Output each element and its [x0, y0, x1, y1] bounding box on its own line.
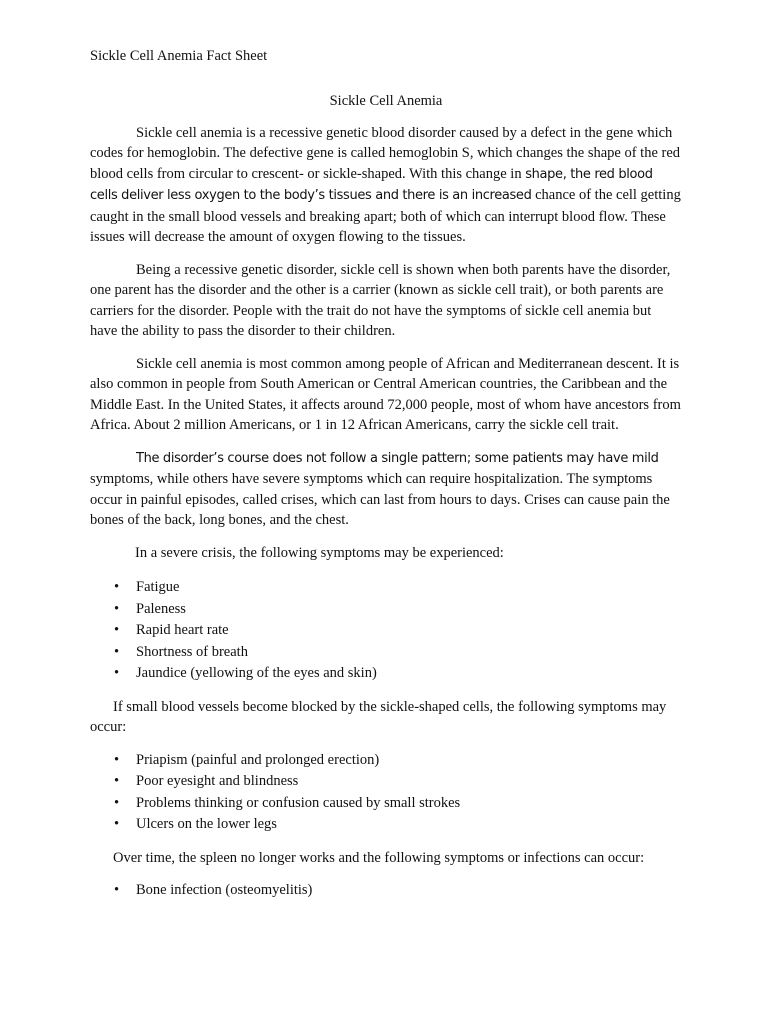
list-item	[90, 793, 682, 815]
page-header: Sickle Cell Anemia Fact Sheet	[90, 48, 268, 64]
list-item	[90, 642, 682, 664]
paragraph-demographics: Sickle cell anemia is most common among people of African and Mediterranean descent. It is also common in people from South American or Central American countries, the Caribbean and the Middle East. In the United States, it affects around 72,000 people, most of whom have ancestors from Africa. About 2 million Americans, or 1 in 12 African Americans, carry the sickle cell trait.	[90, 355, 681, 433]
bullet-icon: •	[114, 773, 120, 789]
paragraph-definition-part2: shape, the red blood cells deliver less oxygen to the body’s tissues and there is an increased	[90, 166, 653, 203]
paragraph-blocked-vessels-intro: If small blood vessels become blocked by the sickle-shaped cells, the following symptoms may occur:	[90, 698, 667, 735]
bullet-icon: •	[114, 579, 120, 595]
list-item-text: Shortness of breath	[136, 643, 248, 660]
bullet-icon: •	[114, 794, 120, 811]
list-item	[90, 620, 682, 642]
list-item-text: Jaundice (yellowing of the eyes and skin)	[136, 665, 377, 681]
list-item	[90, 771, 682, 793]
paragraph-course-part2: symptoms, while others have severe symptoms which can require hospitalization. The symptoms occur in painful episodes, called crises, which can last from hours to days. Crises can cause pain the bones of the back, long bones, and the chest.	[90, 471, 670, 528]
list-item	[90, 663, 682, 685]
list-item	[90, 577, 682, 599]
bullet-icon: •	[114, 665, 120, 681]
list-item	[90, 880, 682, 902]
list-item	[90, 814, 682, 836]
list-item	[90, 750, 682, 772]
paragraph-definition	[90, 123, 682, 248]
paragraph-inheritance: Being a recessive genetic disorder, sickle cell is shown when both parents have the disorder, one parent has the disorder and the other is a carrier (known as sickle cell trait), or both parents are carriers for the disorder. People with the trait do not have the symptoms of sickle cell anemia but have the ability to pass the disorder to their children.	[90, 261, 671, 339]
list-item-text: Priapism (painful and prolonged erection)	[136, 751, 380, 768]
list-item-text: Fatigue	[136, 579, 180, 595]
bullet-icon: •	[114, 622, 120, 638]
paragraph-course	[90, 448, 682, 531]
list-item-text: Problems thinking or confusion caused by small strokes	[136, 794, 461, 811]
paragraph-definition-part1: Sickle cell anemia is a recessive genetic blood disorder caused by a defect in the gene which codes for hemoglobin. The defective gene is called hemoglobin S, which changes the shape of the red blood cells from circular to crescent- or sickle-shaped. With this change in	[90, 124, 681, 182]
paragraph-course-part1: The disorder’s course does not follow a single pattern; some patients may have mild	[136, 450, 659, 466]
paragraph-definition-part3: chance of the cell getting caught in the small blood vessels and breaking apart; both of which can interrupt blood flow. These issues will decrease the amount of oxygen flowing to the tissues.	[90, 187, 681, 245]
bullet-icon: •	[114, 600, 120, 617]
list-item-text: Rapid heart rate	[136, 622, 229, 638]
list-item-text: Paleness	[136, 600, 186, 617]
bullet-icon: •	[114, 816, 120, 832]
paragraph-spleen-intro: Over time, the spleen no longer works and the following symptoms or infections can occur:	[113, 849, 645, 866]
document-title: Sickle Cell Anemia	[329, 93, 443, 109]
list-item-text: Ulcers on the lower legs	[136, 816, 277, 832]
bullet-icon: •	[114, 751, 120, 768]
list-item-text: Poor eyesight and blindness	[136, 773, 299, 789]
bullet-icon: •	[114, 882, 120, 898]
list-severe-crisis	[90, 577, 682, 685]
paragraph-severe-crisis-intro: In a severe crisis, the following symptoms may be experienced:	[135, 544, 504, 561]
list-blocked-vessels	[90, 750, 682, 836]
list-spleen	[90, 880, 682, 902]
list-item-text: Bone infection (osteomyelitis)	[136, 882, 313, 898]
list-item	[90, 599, 682, 621]
bullet-icon: •	[114, 643, 120, 660]
